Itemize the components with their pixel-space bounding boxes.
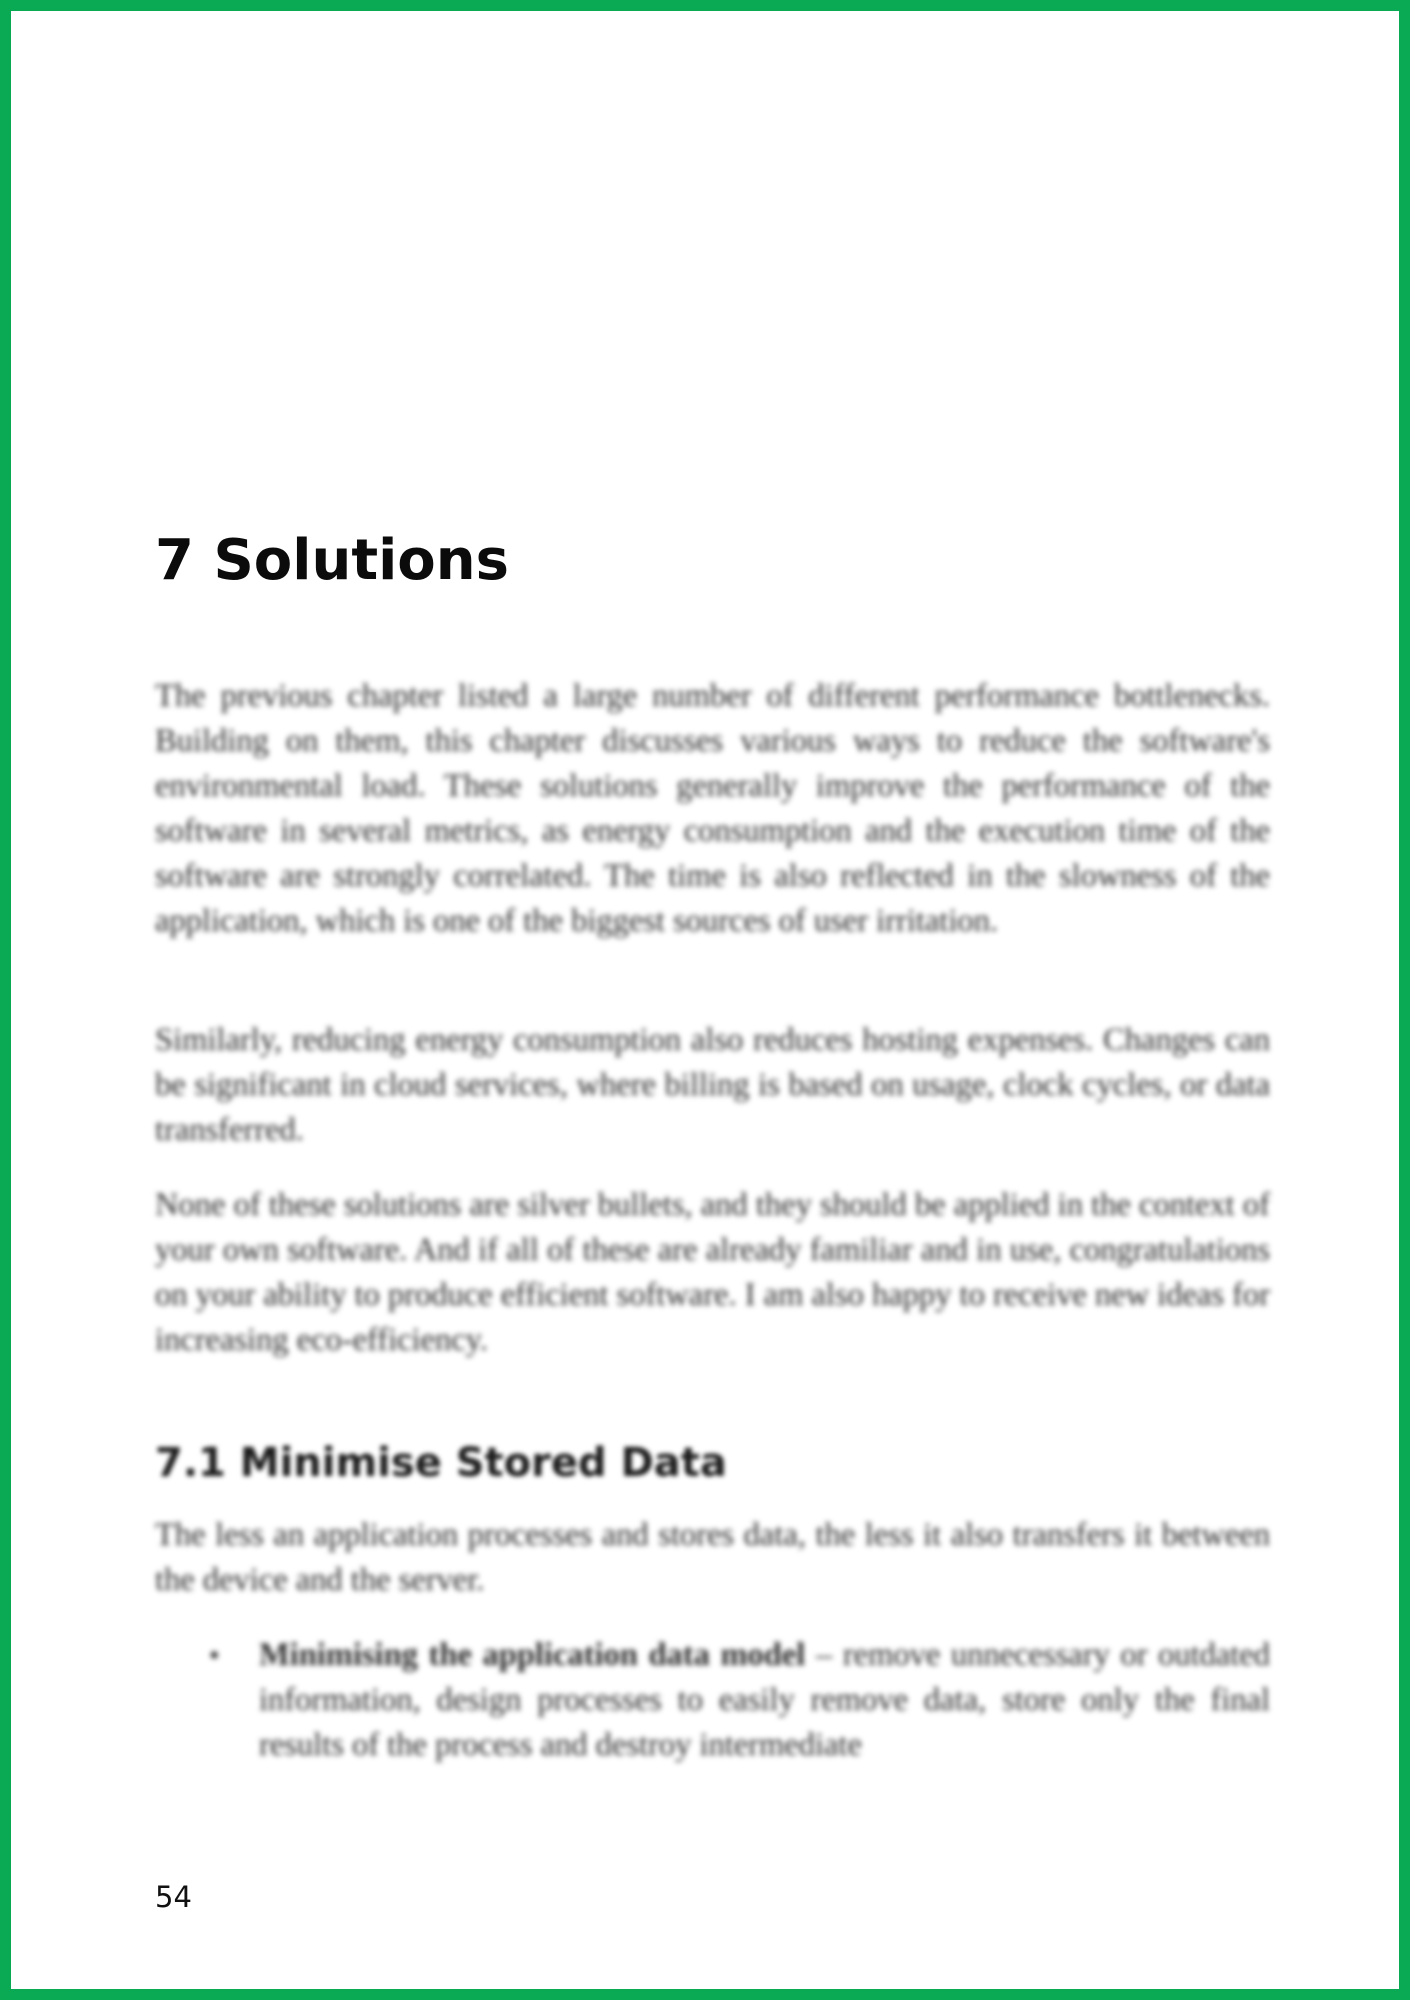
list-item bbox=[155, 1633, 1270, 1768]
section-paragraph: The less an application processes and stores data, the less it also transfers it between the device and the server. bbox=[155, 1517, 1270, 1598]
bullet-marker: • bbox=[209, 1639, 220, 1672]
chapter-title: 7 Solutions bbox=[155, 528, 509, 593]
bullet-list bbox=[155, 1633, 1270, 1768]
body-paragraph: The previous chapter listed a large number of different performance bottlenecks. Building on them, this chapter discusses various ways to reduce the software's environmental load. These solutions generally improve the performance of the software in several metrics, as energy consumption and the execution time of the software are strongly correlated. The time is also reflected in the slowness of the application, which is one of the biggest sources of user irritation. bbox=[155, 678, 1270, 939]
bullet-text: – remove unnecessary or outdated information, design processes to easily remove data, store only the final results of the process and destroy intermediate bbox=[259, 1637, 1270, 1763]
body-paragraph: Similarly, reducing energy consumption also reduces hosting expenses. Changes can be significant in cloud services, where billing is based on usage, clock cycles, or data transferred. bbox=[155, 1022, 1270, 1148]
bullet-lead-text: Minimising the application data model bbox=[259, 1637, 806, 1673]
body-paragraph: None of these solutions are silver bullets, and they should be applied in the context of your own software. And if all of these are already familiar and in use, congratulations on your ability to produce efficient software. I am also happy to receive new ideas for increasing eco-efficiency. bbox=[155, 1187, 1270, 1358]
section-title: 7.1 Minimise Stored Data bbox=[155, 1440, 727, 1486]
page-number: 54 bbox=[155, 1880, 192, 1914]
